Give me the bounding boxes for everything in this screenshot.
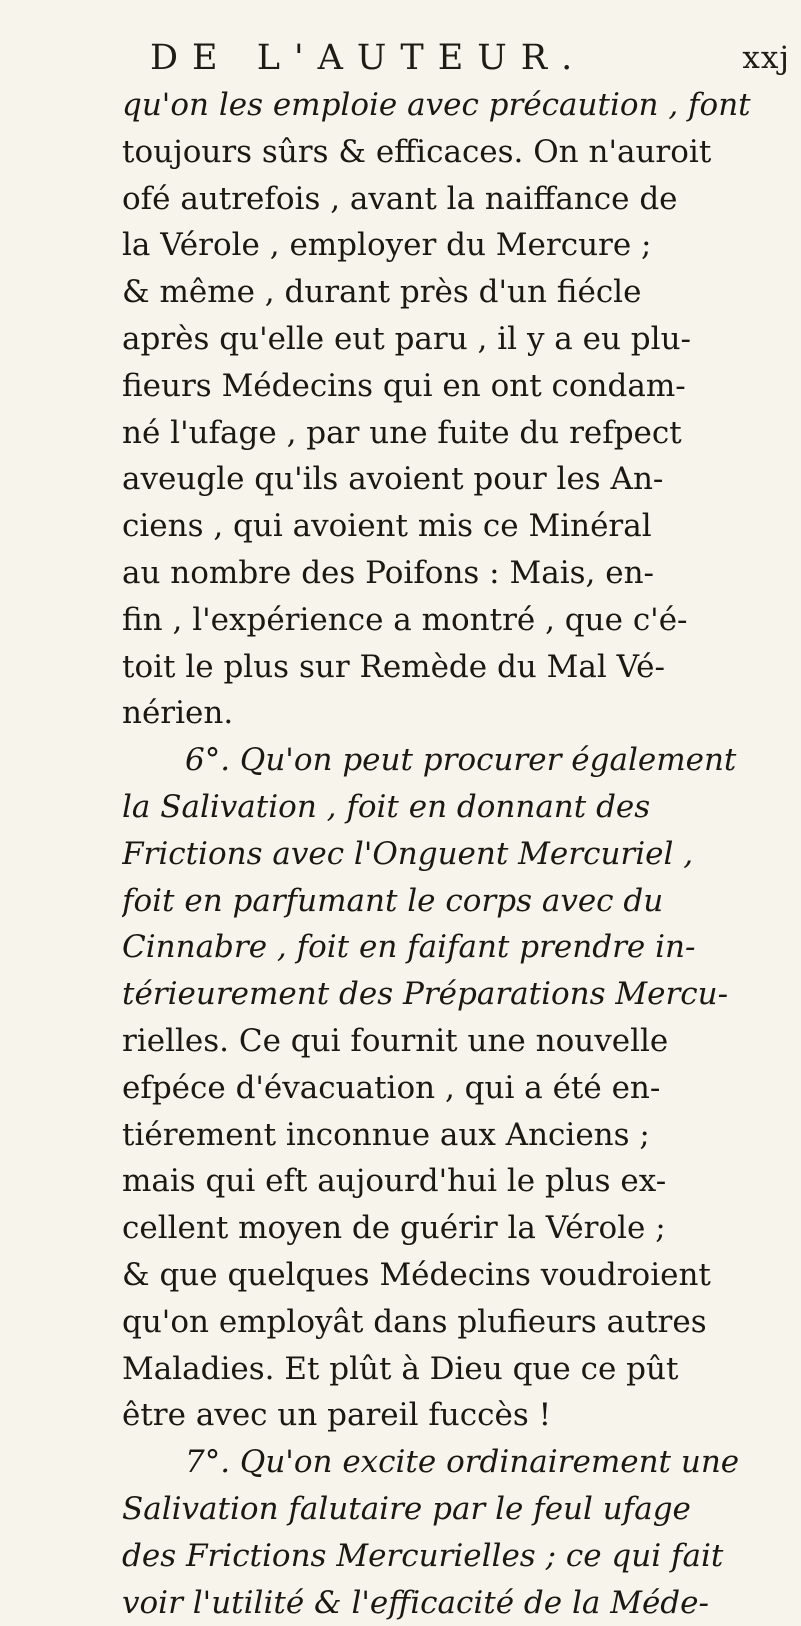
text-line: fieurs Médecins qui en ont condam- [122,363,792,410]
text-line: au nombre des Poifons : Mais, en- [122,550,792,597]
text-line: foit en parfumant le corps avec du [122,878,792,925]
text-line: toujours sûrs & efficaces. On n'auroit [122,129,792,176]
text-line: 7°. Qu'on excite ordinairement une [122,1439,792,1486]
text-line: la Salivation , foit en donnant des [122,784,792,831]
text-line: après qu'elle eut paru , il y a eu plu- [122,316,792,363]
text-line: tiérement inconnue aux Anciens ; [122,1112,792,1159]
text-line: toit le plus sur Remède du Mal Vé- [122,644,792,691]
text-line: & même , durant près d'un fiécle [122,269,792,316]
text-line: Maladies. Et plût à Dieu que ce pût [122,1346,792,1393]
running-title: DE L'AUTEUR. [150,38,586,78]
text-line: né l'ufage , par une fuite du refpect [122,410,792,457]
text-line: voir l'utilité & l'efficacité de la Méde- [122,1580,792,1626]
text-line: qu'on les emploie avec précaution , font [122,82,792,129]
text-line: rielles. Ce qui fournit une nouvelle [122,1018,792,1065]
text-line: des Frictions Mercurielles ; ce qui fait [122,1533,792,1580]
text-line: 6°. Qu'on peut procurer également [122,737,792,784]
text-line: qu'on employât dans plufieurs autres [122,1299,792,1346]
page-number: xxj [742,40,790,76]
running-header [150,38,790,88]
text-line: la Vérole , employer du Mercure ; [122,222,792,269]
text-line: fin , l'expérience a montré , que c'é- [122,597,792,644]
text-line: Frictions avec l'Onguent Mercuriel , [122,831,792,878]
text-line: ofé autrefois , avant la naiffance de [122,176,792,223]
text-line: térieurement des Préparations Mercu- [122,971,792,1018]
text-line: Cinnabre , foit en faifant prendre in- [122,924,792,971]
text-line: mais qui eft aujourd'hui le plus ex- [122,1158,792,1205]
text-line: être avec un pareil fuccès ! [122,1392,792,1439]
text-line: aveugle qu'ils avoient pour les An- [122,456,792,503]
text-line: Salivation falutaire par le feul ufage [122,1486,792,1533]
text-line: nérien. [122,690,792,737]
text-line: ciens , qui avoient mis ce Minéral [122,503,792,550]
body-text [122,82,792,1626]
text-line: & que quelques Médecins voudroient [122,1252,792,1299]
text-line: cellent moyen de guérir la Vérole ; [122,1205,792,1252]
text-line: efpéce d'évacuation , qui a été en- [122,1065,792,1112]
